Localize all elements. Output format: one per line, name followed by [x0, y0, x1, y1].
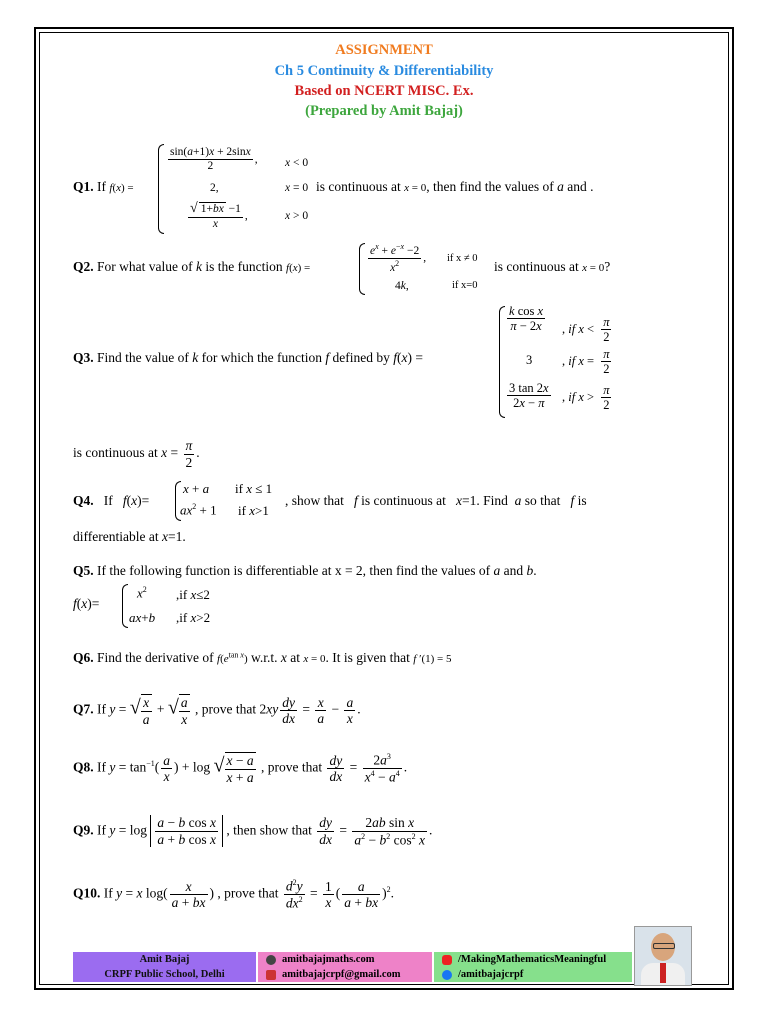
- footer-social: [434, 952, 632, 982]
- assignment-title: ASSIGNMENT: [335, 42, 433, 58]
- author-name: Amit Bajaj: [139, 954, 190, 965]
- author-photo: [634, 926, 692, 986]
- youtube-link[interactable]: /MakingMathematicsMeaningful: [458, 954, 607, 965]
- footer-contact: [258, 952, 432, 982]
- prepared-by-line: (Prepared by Amit Bajaj): [305, 103, 463, 119]
- gmail-icon: [266, 970, 276, 980]
- piecewise-brace: [359, 243, 365, 295]
- based-on-line: Based on NCERT MISC. Ex.: [294, 83, 474, 99]
- footer-author: [73, 952, 256, 982]
- globe-icon: [266, 955, 276, 965]
- facebook-link[interactable]: /amitbajajcrpf: [458, 969, 524, 980]
- chapter-title: Ch 5 Continuity & Differentiability: [274, 63, 494, 79]
- facebook-icon: [442, 970, 452, 980]
- piecewise-brace: [122, 584, 128, 628]
- email-link[interactable]: amitbajajcrpf@gmail.com: [282, 969, 401, 980]
- piecewise-brace: [158, 144, 164, 234]
- author-school: CRPF Public School, Delhi: [104, 969, 225, 980]
- youtube-icon: [442, 955, 452, 965]
- website-link[interactable]: amitbajajmaths.com: [282, 954, 375, 965]
